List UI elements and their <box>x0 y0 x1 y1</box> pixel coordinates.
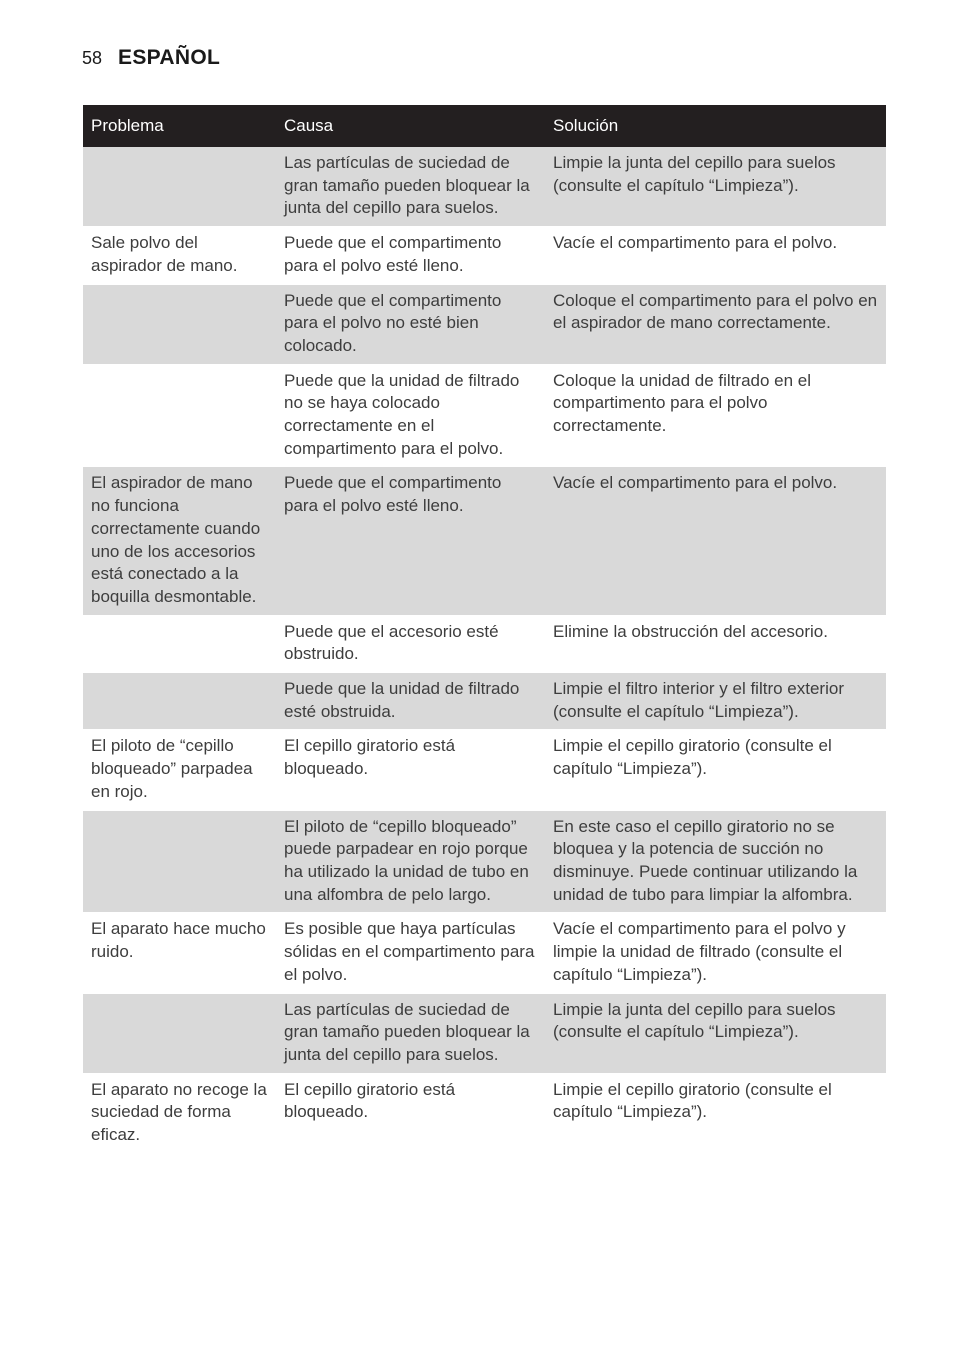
cause-cell: El piloto de “cepillo bloqueado” puede parpadear en rojo porque ha utilizado la unidad de tubo en una alfombra de pelo largo. <box>276 810 545 913</box>
table-row <box>83 673 886 730</box>
solution-cell: Elimine la obstrucción del accesorio. <box>545 615 886 672</box>
table-row <box>83 364 886 467</box>
table-row <box>83 993 886 1073</box>
cause-cell: Las partículas de suciedad de gran tamaño pueden bloquear la junta del cepillo para suelos. <box>276 993 545 1073</box>
table-row <box>83 467 886 615</box>
cause-cell: Puede que la unidad de filtrado no se haya colocado correctamente en el compartimento para el polvo. <box>276 364 545 467</box>
problem-cell: El aparato no recoge la suciedad de forma eficaz. <box>83 1073 276 1153</box>
solution-cell: Coloque el compartimento para el polvo en el aspirador de mano correctamente. <box>545 284 886 364</box>
cause-cell: Es posible que haya partículas sólidas en el compartimento para el polvo. <box>276 913 545 993</box>
table-row <box>83 227 886 284</box>
problem-cell <box>83 284 276 364</box>
problem-cell <box>83 615 276 672</box>
column-header-problem: Problema <box>83 105 276 147</box>
page-number: 58 <box>82 48 103 68</box>
cause-cell: Las partículas de suciedad de gran tamaño pueden bloquear la junta del cepillo para suelos. <box>276 147 545 227</box>
cause-cell: Puede que el compartimento para el polvo esté lleno. <box>276 227 545 284</box>
problem-cell <box>83 810 276 913</box>
problem-cell <box>83 147 276 227</box>
problem-cell: El aspirador de mano no funciona correctamente cuando uno de los accesorios está conectado a la boquilla desmontable. <box>83 467 276 615</box>
table-row <box>83 1073 886 1153</box>
table-body <box>83 147 886 1153</box>
solution-cell: Vacíe el compartimento para el polvo. <box>545 467 886 615</box>
cause-cell: Puede que el compartimento para el polvo esté lleno. <box>276 467 545 615</box>
column-header-cause: Causa <box>276 105 545 147</box>
solution-cell: En este caso el cepillo giratorio no se bloquea y la potencia de succión no disminuye. Puede continuar utilizando la unidad de tubo para limpiar la alfombra. <box>545 810 886 913</box>
table-row <box>83 913 886 993</box>
problem-cell: El piloto de “cepillo bloqueado” parpadea en rojo. <box>83 730 276 810</box>
troubleshooting-table <box>83 105 886 1153</box>
solution-cell: Limpie la junta del cepillo para suelos (consulte el capítulo “Limpieza”). <box>545 147 886 227</box>
table-header-row <box>83 105 886 147</box>
cause-cell: Puede que el compartimento para el polvo no esté bien colocado. <box>276 284 545 364</box>
problem-cell <box>83 993 276 1073</box>
section-language-title: ESPAÑOL <box>118 46 221 69</box>
solution-cell: Vacíe el compartimento para el polvo y limpie la unidad de filtrado (consulte el capítulo “Limpieza”). <box>545 913 886 993</box>
solution-cell: Limpie el filtro interior y el filtro exterior (consulte el capítulo “Limpieza”). <box>545 673 886 730</box>
problem-cell: Sale polvo del aspirador de mano. <box>83 227 276 284</box>
problem-cell <box>83 364 276 467</box>
cause-cell: El cepillo giratorio está bloqueado. <box>276 730 545 810</box>
solution-cell: Limpie el cepillo giratorio (consulte el capítulo “Limpieza”). <box>545 730 886 810</box>
table-row <box>83 810 886 913</box>
table-row <box>83 147 886 227</box>
solution-cell: Limpie el cepillo giratorio (consulte el capítulo “Limpieza”). <box>545 1073 886 1153</box>
table-row <box>83 284 886 364</box>
solution-cell: Limpie la junta del cepillo para suelos (consulte el capítulo “Limpieza”). <box>545 993 886 1073</box>
problem-cell: El aparato hace mucho ruido. <box>83 913 276 993</box>
column-header-solution: Solución <box>545 105 886 147</box>
cause-cell: El cepillo giratorio está bloqueado. <box>276 1073 545 1153</box>
solution-cell: Vacíe el compartimento para el polvo. <box>545 227 886 284</box>
cause-cell: Puede que el accesorio esté obstruido. <box>276 615 545 672</box>
table-row <box>83 730 886 810</box>
problem-cell <box>83 673 276 730</box>
table-row <box>83 615 886 672</box>
solution-cell: Coloque la unidad de filtrado en el compartimento para el polvo correctamente. <box>545 364 886 467</box>
page-header <box>82 46 220 76</box>
table-header <box>83 105 886 147</box>
cause-cell: Puede que la unidad de filtrado esté obstruida. <box>276 673 545 730</box>
